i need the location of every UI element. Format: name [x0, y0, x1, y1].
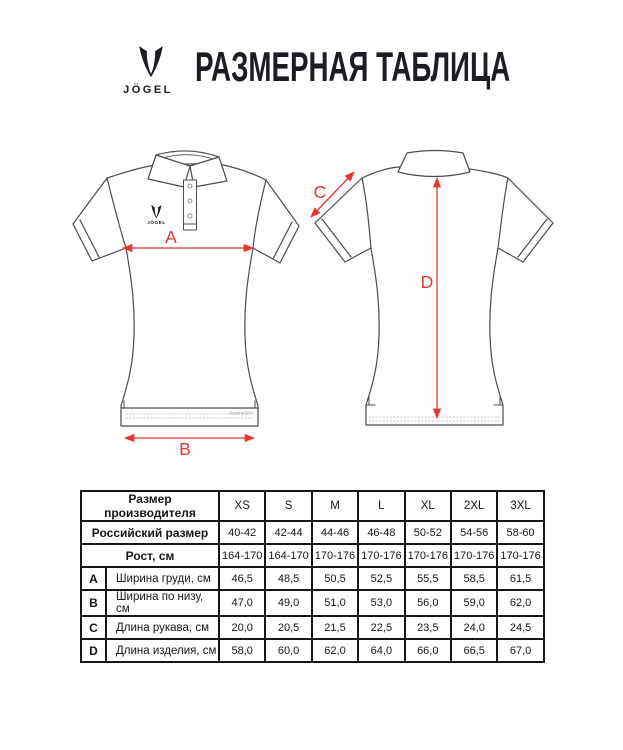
size-col-header: XL — [405, 491, 451, 521]
cell-value: 66,5 — [451, 639, 497, 662]
cell-value: 56,0 — [405, 590, 451, 616]
cell-value: 46-48 — [358, 521, 404, 544]
cell-value: 47,0 — [219, 590, 265, 616]
cell-value: 22,5 — [358, 616, 404, 639]
cell-value: 61,5 — [497, 567, 543, 590]
row-letter: B — [81, 590, 106, 616]
front-shirt-diagram — [73, 151, 299, 426]
cell-value: 59,0 — [451, 590, 497, 616]
table-row-height — [81, 544, 544, 567]
cell-value: 170-176 — [451, 544, 497, 567]
brand-wordmark: JÖGEL — [123, 84, 173, 96]
cell-value: 48,5 — [265, 567, 311, 590]
cell-value: 40-42 — [219, 521, 265, 544]
cell-value: 66,0 — [405, 639, 451, 662]
cell-value: 67,0 — [497, 639, 543, 662]
row-letter: C — [81, 616, 106, 639]
size-col-header: L — [358, 491, 404, 521]
row-measure-label: Длина изделия, см — [106, 639, 219, 662]
label-c: C — [313, 182, 327, 202]
back-collar — [398, 151, 470, 177]
cell-value: 20,5 — [265, 616, 311, 639]
size-table — [80, 490, 545, 663]
cell-value: 170-176 — [405, 544, 451, 567]
cell-value: 60,0 — [265, 639, 311, 662]
table-row-garment-length — [81, 639, 544, 662]
button-icon — [188, 214, 192, 218]
cell-value: 58-60 — [497, 521, 543, 544]
cell-value: 170-176 — [358, 544, 404, 567]
cell-value: 51,0 — [312, 590, 358, 616]
logo-v-shape — [139, 46, 163, 77]
size-col-header: XS — [219, 491, 265, 521]
size-col-header: S — [265, 491, 311, 521]
cell-value: 50,5 — [312, 567, 358, 590]
cell-value: 52,5 — [358, 567, 404, 590]
cell-value: 58,0 — [219, 639, 265, 662]
label-d: D — [420, 272, 434, 292]
cell-value: 44-46 — [312, 521, 358, 544]
cell-value: 53,0 — [358, 590, 404, 616]
cell-value: 42-44 — [265, 521, 311, 544]
cell-value: 62,0 — [312, 639, 358, 662]
jogel-logo-icon — [137, 46, 165, 78]
cell-value: 24,0 — [451, 616, 497, 639]
button-icon — [188, 184, 192, 188]
size-col-header: 2XL — [451, 491, 497, 521]
page-title: РАЗМЕРНАЯ ТАБЛИЦА — [195, 43, 511, 90]
row-letter: D — [81, 639, 106, 662]
chest-brand-text: JÖGEL — [147, 220, 166, 225]
cell-value: 23,5 — [405, 616, 451, 639]
front-placket — [184, 180, 197, 230]
cell-value: 170-176 — [312, 544, 358, 567]
table-row-sleeve-length — [81, 616, 544, 639]
cell-value: 164-170 — [219, 544, 265, 567]
row-letter: A — [81, 567, 106, 590]
table-row-russian-size — [81, 521, 544, 544]
row-measure-label: Ширина груди, см — [106, 567, 219, 590]
button-icon — [188, 199, 192, 203]
back-body-outline — [315, 167, 553, 425]
cell-value: 49,0 — [265, 590, 311, 616]
cell-value: 64,0 — [358, 639, 404, 662]
cell-value: 62,0 — [497, 590, 543, 616]
cell-value: 54-56 — [451, 521, 497, 544]
row-label: Размер производителя — [81, 491, 219, 521]
cell-value: 21,5 — [312, 616, 358, 639]
row-measure-label: Длина рукава, см — [106, 616, 219, 639]
cell-value: 55,5 — [405, 567, 451, 590]
row-label: Рост, см — [81, 544, 219, 567]
table-row-bottom-width — [81, 590, 544, 616]
cell-value: 58,5 — [451, 567, 497, 590]
cell-value: 50-52 — [405, 521, 451, 544]
label-a: A — [165, 227, 177, 247]
fabric-tag-text: PerformDRY — [229, 410, 253, 416]
cell-value: 46,5 — [219, 567, 265, 590]
cell-value: 20,0 — [219, 616, 265, 639]
row-measure-label: Ширина по низу, см — [106, 590, 219, 616]
row-label: Российский размер — [81, 521, 219, 544]
shirt-measurement-diagram — [0, 120, 623, 470]
table-row-manufacturer-size — [81, 491, 544, 521]
cell-value: 24,5 — [497, 616, 543, 639]
back-shirt-diagram — [315, 151, 553, 426]
size-col-header: 3XL — [497, 491, 543, 521]
table-row-chest-width — [81, 567, 544, 590]
cell-value: 164-170 — [265, 544, 311, 567]
cell-value: 170-176 — [497, 544, 543, 567]
size-col-header: M — [312, 491, 358, 521]
label-b: B — [179, 439, 191, 459]
